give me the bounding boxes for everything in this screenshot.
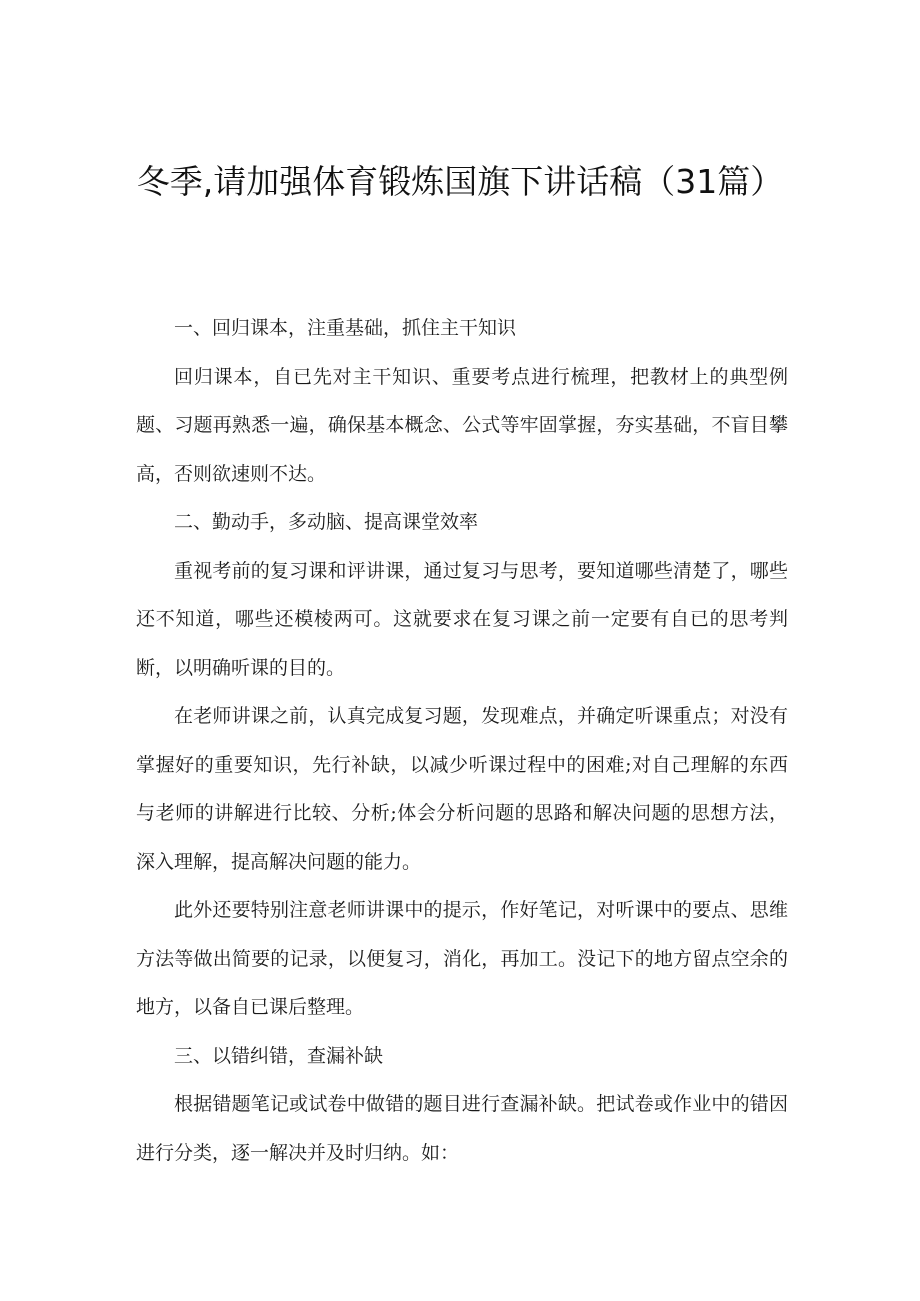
section-heading-2: 二、勤动手，多动脑、提高课堂效率 [174,511,479,533]
paragraph-1: 回归课本，自已先对主干知识、重要考点进行梳理，把教材上的典型例题、习题再熟悉一遍，确保基本概念、公式等牢固掌握，夯实基础，不盲目攀高，否则欲速则不达。 [136,365,788,485]
section-heading-3: 三、以错纠错，查漏补缺 [174,1044,384,1067]
paragraph-2: 重视考前的复习课和评讲课，通过复习与思考，要知道哪些清楚了，哪些还不知道，哪些还模棱两可。这就要求在复习课之前一定要有自已的思考判断，以明确听课的目的。 [136,559,788,679]
section-heading-1: 一、回归课本，注重基础，抓住主干知识 [174,317,517,339]
document-body [136,304,788,1177]
paragraph-5: 根据错题笔记或试卷中做错的题目进行查漏补缺。把试卷或作业中的错因进行分类，逐一解决并及时归纳。如： [136,1093,788,1164]
paragraph-4: 此外还要特别注意老师讲课中的提示，作好笔记，对听课中的要点、思维方法等做出简要的记录，以便复习，消化，再加工。没记下的地方留点空余的地方，以备自已课后整理。 [136,899,788,1018]
paragraph-3: 在老师讲课之前，认真完成复习题，发现难点，并确定听课重点；对没有掌握好的重要知识，先行补缺，以减少听课过程中的困难;对自己理解的东西与老师的讲解进行比较、分析;体会分析问题的思路和解决问题的思想方法，深入理解，提高解决问题的能力。 [136,705,788,873]
document-title: 冬季,请加强体育锻炼国旗下讲话稿（31篇） [136,162,784,201]
